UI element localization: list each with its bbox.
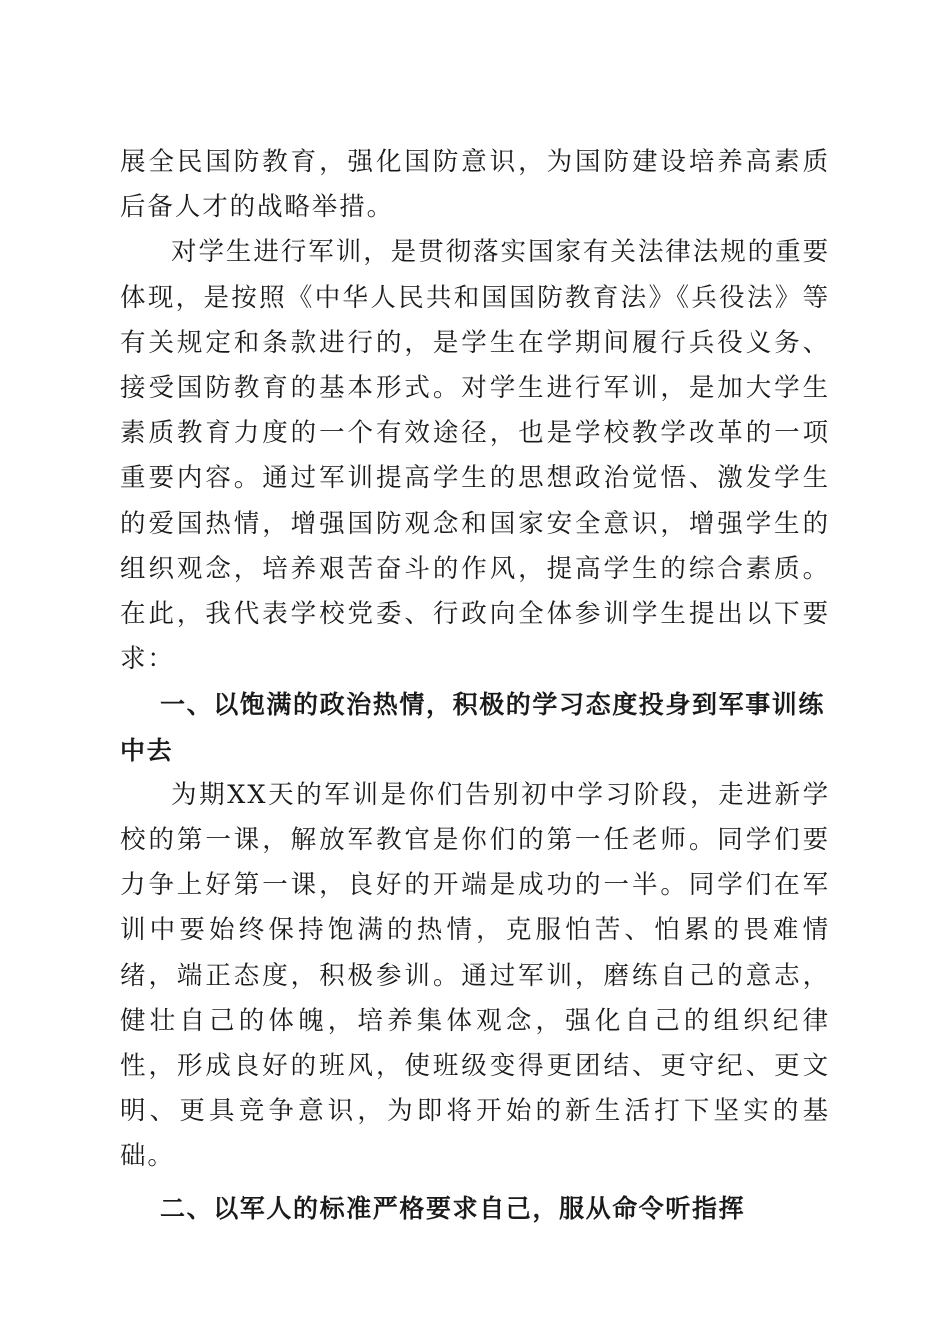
section-heading-two: 二、以军人的标准严格要求自己，服从命令听指挥 — [160, 1193, 746, 1223]
paragraph-continuation: 展全民国防教育，强化国防意识，为国防建设培养高素质后备人才的战略举措。 — [120, 147, 830, 223]
paragraph-military-training-purpose: 对学生进行军训，是贯彻落实国家有关法律法规的重要体现，是按照《中华人民共和国国防教育法》《兵役法》等有关规定和条款进行的，是学生在学期间履行兵役义务、接受国防教育的基本形式。对学生进行军训，是加大学生素质教育力度的一个有效途径，也是学校教学改革的一项重要内容。通过军训提高学生的思想政治觉悟、激发学生的爱国热情，增强国防观念和国家安全意识，增强学生的组织观念，培养艰苦奋斗的作风，提高学生的综合素质。在此，我代表学校党委、行政向全体参训学生提出以下要求： — [120, 237, 830, 675]
section-heading-one: 一、以饱满的政治热情，积极的学习态度投身到军事训练中去 — [120, 690, 826, 765]
document-body — [120, 140, 830, 1231]
paragraph-first-lesson: 为期XX天的军训是你们告别初中学习阶段，走进新学校的第一课，解放军教官是你们的第一任老师。同学们要力争上好第一课，良好的开端是成功的一半。同学们在军训中要始终保持饱满的热情，克服怕苦、怕累的畏难情绪，端正态度，积极参训。通过军训，磨练自己的意志，健壮自己的体魄，培养集体观念，强化自己的组织纪律性，形成良好的班风，使班级变得更团结、更守纪、更文明、更具竞争意识，为即将开始的新生活打下坚实的基础。 — [120, 779, 830, 1172]
